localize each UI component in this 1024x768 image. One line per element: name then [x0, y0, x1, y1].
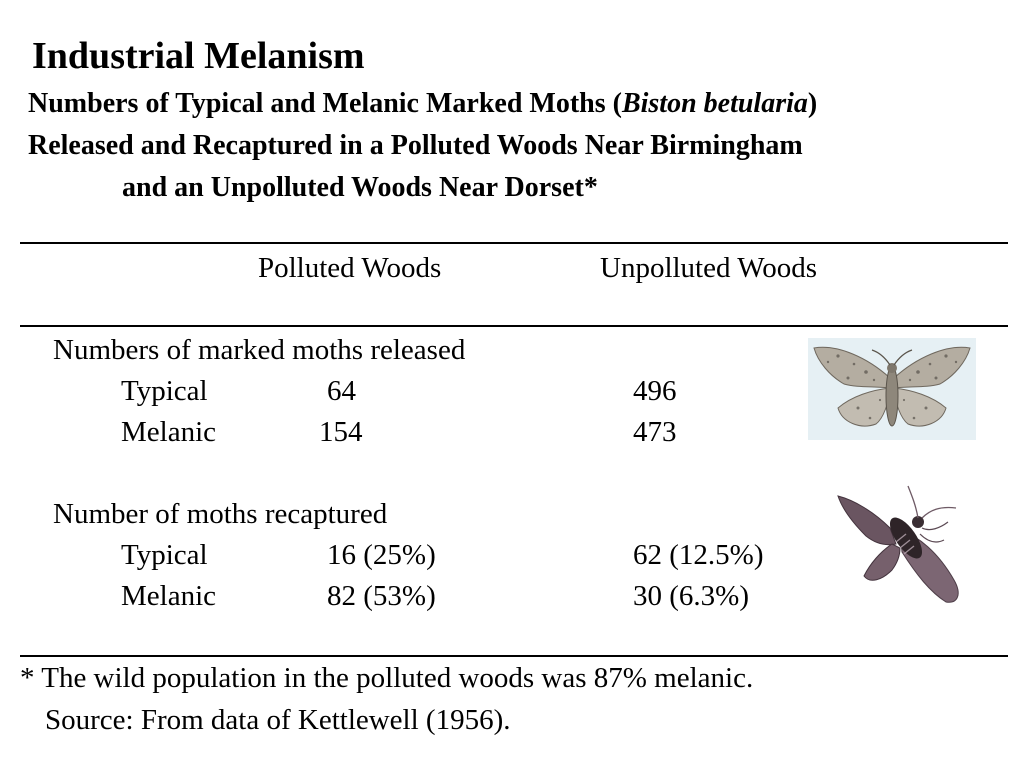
recaptured-typical-label: Typical	[121, 539, 208, 571]
melanic-moth-legs	[920, 522, 948, 542]
released-typical-unpolluted: 496	[633, 375, 677, 407]
released-typical-label: Typical	[121, 375, 208, 407]
footnote-line-1: * The wild population in the polluted woods was 87% melanic.	[20, 662, 754, 694]
recaptured-melanic-polluted: 82 (53%)	[327, 580, 436, 612]
released-melanic-polluted: 154	[319, 416, 363, 448]
recaptured-melanic-label: Melanic	[121, 580, 217, 612]
melanic-moth-image	[830, 482, 970, 608]
melanic-hindwing	[864, 544, 900, 580]
recaptured-heading: Number of moths recaptured	[53, 498, 388, 530]
recaptured-typical-unpolluted: 62 (12.5%)	[633, 539, 764, 571]
divider-top	[20, 242, 1008, 244]
typical-moth-head	[887, 363, 897, 373]
released-melanic-label: Melanic	[121, 416, 217, 448]
subtitle-line-3: and an Unpolluted Woods Near Dorset*	[122, 172, 598, 203]
typical-moth-body	[886, 366, 898, 426]
released-melanic-unpolluted: 473	[633, 416, 677, 448]
divider-bottom	[20, 655, 1008, 657]
subtitle-line-2: Released and Recaptured in a Polluted Woods Near Birmingham	[28, 130, 803, 161]
released-heading: Numbers of marked moths released	[53, 334, 466, 366]
species-name: Biston betularia	[621, 88, 808, 119]
melanic-moth-antennae	[908, 486, 956, 518]
footnote-line-2: Source: From data of Kettlewell (1956).	[45, 704, 511, 736]
recaptured-typical-polluted: 16 (25%)	[327, 539, 436, 571]
subtitle-line-1	[28, 88, 817, 120]
column-header-unpolluted: Unpolluted Woods	[600, 252, 818, 284]
column-header-polluted: Polluted Woods	[258, 252, 442, 284]
typical-moth-image	[808, 338, 976, 440]
slide-title: Industrial Melanism	[32, 35, 365, 77]
subtitle-line-1-close: )	[807, 88, 818, 119]
released-typical-polluted: 64	[327, 375, 356, 407]
melanic-forewing	[838, 496, 896, 545]
subtitle-line-1-text: Numbers of Typical and Melanic Marked Moths (	[28, 88, 622, 119]
recaptured-melanic-unpolluted: 30 (6.3%)	[633, 580, 749, 612]
divider-header	[20, 325, 1008, 327]
